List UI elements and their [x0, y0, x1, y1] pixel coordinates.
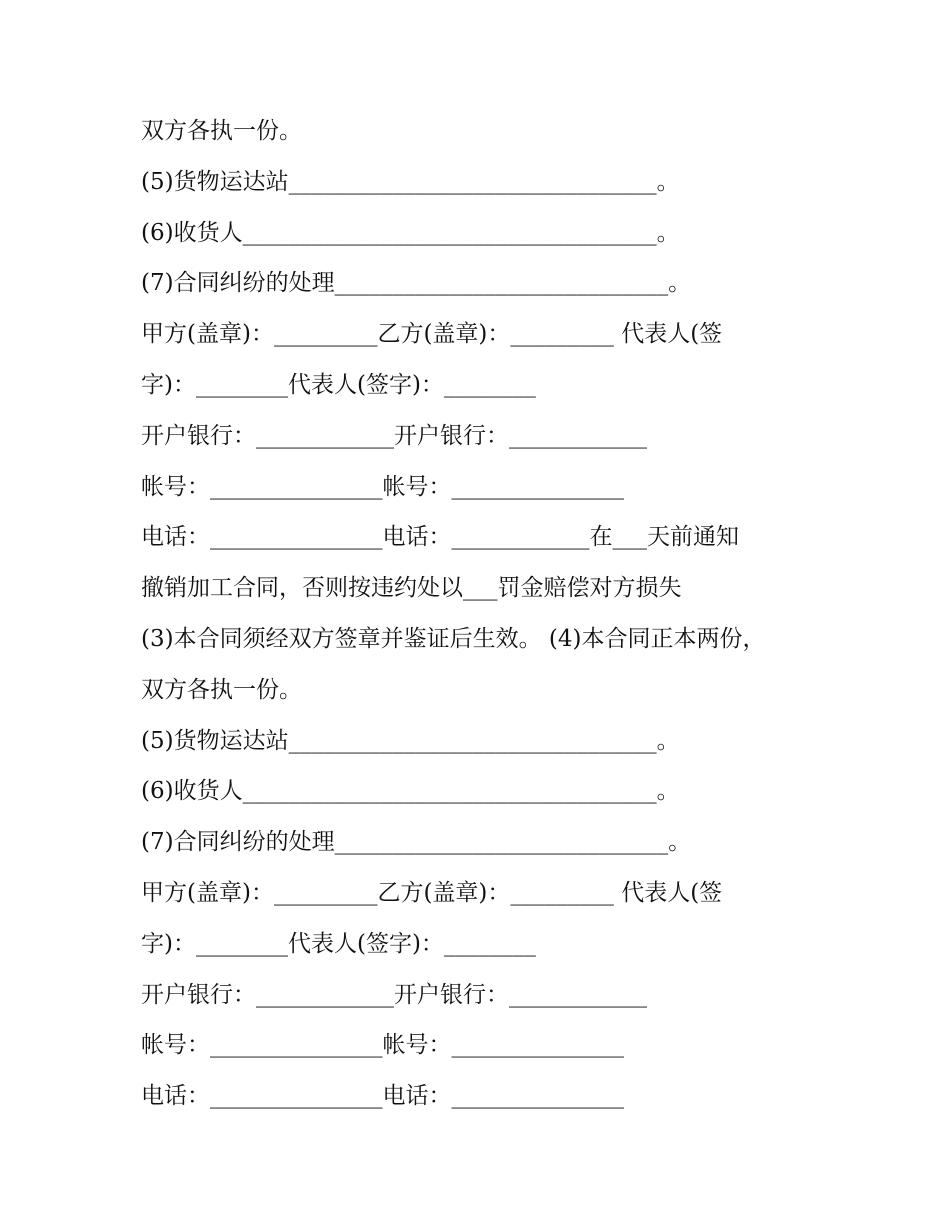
- text-line: 双方各执一份。: [141, 676, 302, 703]
- text-line: 撤销加工合同，否则按违约处以___罚金赔偿对方损失: [141, 575, 682, 602]
- text-line: 开户银行：____________开户银行：____________: [141, 422, 647, 449]
- text-line: (7)合同纠纷的处理_____________________________。: [141, 270, 692, 297]
- text-line: (5)货物运达站________________________________。: [141, 168, 680, 195]
- text-line: 电话：_______________电话：_______________: [141, 1083, 624, 1110]
- text-line: (5)货物运达站________________________________。: [141, 727, 680, 754]
- text-line: (7)合同纠纷的处理_____________________________。: [141, 829, 692, 856]
- text-line: 帐号：_______________帐号：_______________: [141, 1032, 624, 1059]
- text-line: 字)：________代表人(签字)：________: [141, 930, 536, 957]
- text-line: 双方各执一份。: [141, 118, 302, 144]
- document-body: [141, 106, 841, 1122]
- text-line: 甲方(盖章)：_________乙方(盖章)：_________ 代表人(签: [141, 321, 723, 348]
- text-line: 甲方(盖章)：_________乙方(盖章)：_________ 代表人(签: [141, 879, 723, 906]
- text-line: 字)：________代表人(签字)：________: [141, 371, 536, 398]
- text-line: 电话：_______________电话：____________在___天前通知: [141, 524, 739, 551]
- text-line: (3)本合同须经双方签章并鉴证后生效。 (4)本合同正本两份，: [141, 625, 766, 652]
- text-line: (6)收货人____________________________________。: [141, 778, 680, 805]
- text-line: 开户银行：____________开户银行：____________: [141, 981, 647, 1008]
- text-line: (6)收货人____________________________________。: [141, 219, 680, 246]
- text-line: 帐号：_______________帐号：_______________: [141, 473, 624, 500]
